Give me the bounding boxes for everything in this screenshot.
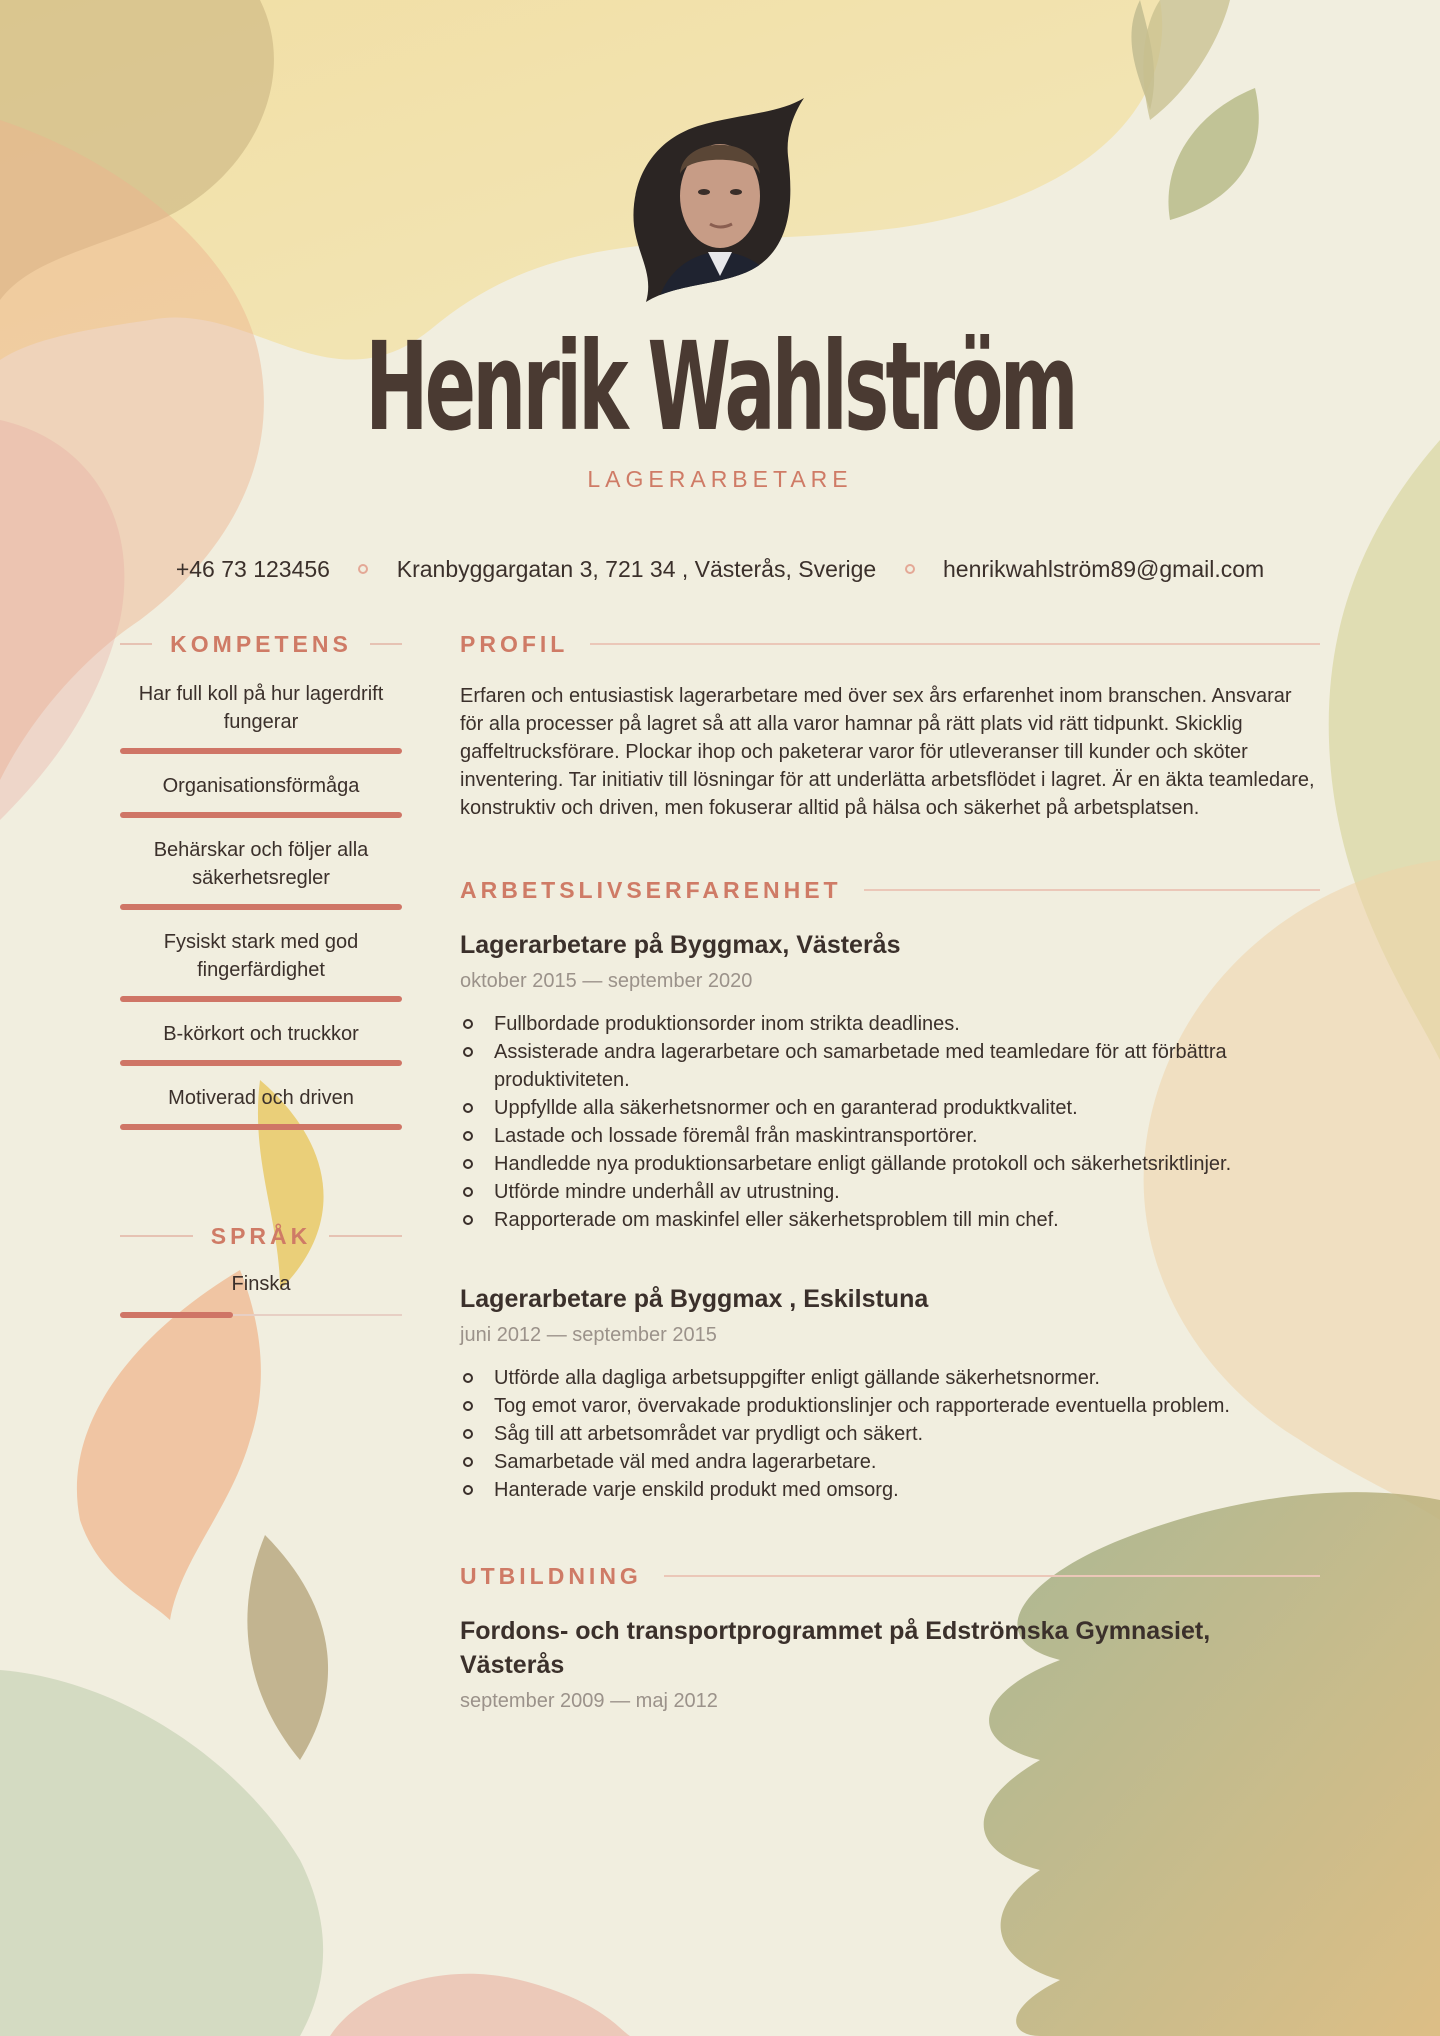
skill-level-bar	[120, 904, 402, 910]
candidate-name: Henrik Wahlström	[365, 316, 1075, 458]
education-entry	[460, 1614, 1320, 1716]
list-item: Samarbetade väl med andra lagerarbetare.	[460, 1448, 1320, 1476]
list-item: Hanterade varje enskild produkt med omsorg.	[460, 1476, 1320, 1504]
skill-item: Har full koll på hur lagerdrift fungerar	[120, 680, 402, 754]
language-item: Finska	[120, 1270, 402, 1318]
job-bullets	[460, 1364, 1320, 1504]
email: henrikwahlström89@gmail.com	[943, 556, 1265, 582]
job-entry-dates: juni 2012 — september 2015	[460, 1324, 717, 1346]
education-dates: september 2009 — maj 2012	[460, 1690, 718, 1712]
skill-level-bar	[120, 996, 402, 1002]
language-level-bar	[120, 1312, 402, 1318]
list-item: Lastade och lossade föremål från maskintransportörer.	[460, 1122, 1320, 1150]
job-title: LAGERARBETARE	[587, 466, 853, 492]
skills-list	[120, 680, 402, 1130]
skills-heading: KOMPETENS	[120, 628, 402, 660]
skill-item: Organisationsförmåga	[120, 772, 402, 818]
list-item: Rapporterade om maskinfel eller säkerhetsproblem till min chef.	[460, 1206, 1320, 1234]
skill-level-bar	[120, 812, 402, 818]
job-bullets	[460, 1010, 1320, 1234]
list-item: Uppfyllde alla säkerhetsnormer och en garanterad produktkvalitet.	[460, 1094, 1320, 1122]
skill-item: Motiverad och driven	[120, 1084, 402, 1130]
separator-dot	[905, 564, 915, 574]
education-heading: UTBILDNING	[460, 1560, 1320, 1592]
list-item: Utförde mindre underhåll av utrustning.	[460, 1178, 1320, 1206]
skill-item: B-körkort och truckkor	[120, 1020, 402, 1066]
skill-level-bar	[120, 748, 402, 754]
experience-heading: ARBETSLIVSERFARENHET	[460, 874, 1320, 906]
skill-level-bar	[120, 1060, 402, 1066]
skill-item: Fysiskt stark med god fingerfärdighet	[120, 928, 402, 1002]
left-column	[120, 628, 402, 1318]
skill-level-bar	[120, 1124, 402, 1130]
job-entry	[460, 928, 1320, 1234]
profile-photo	[628, 96, 808, 302]
list-item: Assisterade andra lagerarbetare och samarbetade med teamledare för att förbättra produktiviteten.	[460, 1038, 1320, 1094]
right-column	[460, 628, 1320, 1716]
list-item: Fullbordade produktionsorder inom strikta deadlines.	[460, 1010, 1320, 1038]
phone: +46 73 123456	[175, 556, 330, 582]
education-title: Fordons- och transportprogrammet på Edströmska Gymnasiet, Västerås	[460, 1617, 1211, 1679]
contact-info	[0, 556, 1440, 583]
job-entry-title: Lagerarbetare på Byggmax , Eskilstuna	[460, 1285, 929, 1313]
list-item: Utförde alla dagliga arbetsuppgifter enligt gällande säkerhetsnormer.	[460, 1364, 1320, 1392]
profile-text: Erfaren och entusiastisk lagerarbetare med över sex års erfarenhet inom branschen. Ansvarar för alla processer på lagret så att alla varor hamnar på rätt plats vid rätt tidpunkt. Skicklig gaffeltrucksförare. Plockar ihop och paketerar varor för utleveranser till kunder och sköter inventering. Tar initiativ till lösningar för att underlätta arbetsflödet i lagret. Är en äkta teamledare, konstruktiv och driven, men fokuserar alltid på hälsa och säkerhet på arbetsplatsen.	[460, 685, 1315, 819]
job-entry-title: Lagerarbetare på Byggmax, Västerås	[460, 931, 901, 959]
list-item: Såg till att arbetsområdet var prydligt och säkert.	[460, 1420, 1320, 1448]
address: Kranbyggargatan 3, 721 34 , Västerås, Sverige	[396, 556, 877, 582]
languages-heading: SPRÅK	[120, 1220, 402, 1252]
job-entry-dates: oktober 2015 — september 2020	[460, 970, 753, 992]
list-item: Handledde nya produktionsarbetare enligt gällande protokoll och säkerhetsriktlinjer.	[460, 1150, 1320, 1178]
skill-item: Behärskar och följer alla säkerhetsregler	[120, 836, 402, 910]
profile-heading: PROFIL	[460, 628, 1320, 660]
job-entry	[460, 1282, 1320, 1504]
separator-dot	[358, 564, 368, 574]
list-item: Tog emot varor, övervakade produktionslinjer och rapporterade eventuella problem.	[460, 1392, 1320, 1420]
